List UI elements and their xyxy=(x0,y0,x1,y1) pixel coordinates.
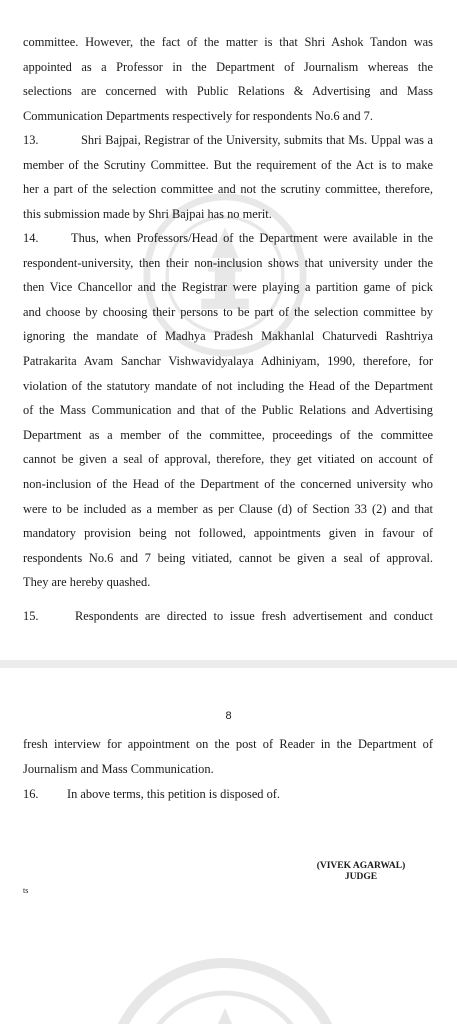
text-line: this submission made by Shri Bajpai has no merit. xyxy=(23,206,272,221)
text-line: ignoring the mandate of Madhya Pradesh Makhanlal Chaturvedi Rashtriya xyxy=(23,329,433,344)
paragraph-15-continued xyxy=(23,732,433,781)
text-line: Communication Departments respectively for respondents No.6 and 7. xyxy=(23,108,373,123)
judge-name: (VIVEK AGARWAL) xyxy=(316,861,406,871)
text-line xyxy=(23,128,433,153)
text-line xyxy=(23,226,433,251)
paragraph-14 xyxy=(23,226,433,595)
court-emblem-watermark xyxy=(100,953,350,1024)
text-line: Journalism and Mass Communication. xyxy=(23,761,214,776)
text-line: respondents No.6 and 7 being vitiated, cannot be given a seal of approval. xyxy=(23,550,433,565)
document-page-2 xyxy=(0,668,457,1024)
text-line: respondent-university, then their non-inclusion shows that university under the xyxy=(23,255,433,270)
text-line: non-inclusion of the Head of the Department of the concerned university who xyxy=(23,476,433,491)
paragraph-number: 16. xyxy=(23,787,39,801)
text-line: violation of the statutory mandate of not including the Head of the Department xyxy=(23,378,433,393)
text-line: Patrakarita Avam Sanchar Vishwavidyalaya Adhiniyam, 1990, therefore, for xyxy=(23,353,433,368)
text-segment: In above terms, this petition is disposed of. xyxy=(67,787,281,801)
text-line: were to be included as a member as per Clause (d) of Section 33 (2) and that xyxy=(23,501,433,516)
text-line: then Vice Chancellor and the Registrar were playing a partition game of pick xyxy=(23,280,433,295)
page-separator xyxy=(0,660,457,668)
text-line: appointed as a Professor in the Department of Journalism whereas the xyxy=(23,59,433,74)
text-line: Department as a member of the committee, proceedings of the committee xyxy=(23,427,433,442)
text-line: selections are concerned with Public Relations & Advertising and Mass xyxy=(23,84,433,99)
text-segment: Thus, when Professors/Head of the Department were available in the xyxy=(71,231,433,245)
judge-title: JUDGE xyxy=(344,872,378,882)
paragraph-12-continued xyxy=(23,30,433,128)
page-number: 8 xyxy=(225,710,232,722)
text-line: of the Mass Communication and that of the Public Relations and Advertising xyxy=(23,403,433,418)
typist-initials: ts xyxy=(23,886,29,895)
paragraph-number: 15. xyxy=(23,609,39,623)
paragraph-number: 13. xyxy=(23,133,39,147)
text-line: committee. However, the fact of the matter is that Shri Ashok Tandon was xyxy=(23,35,433,49)
text-line: member of the Scrutiny Committee. But the requirement of the Act is to make xyxy=(23,157,433,172)
paragraph-16 xyxy=(23,782,433,807)
text-segment: Respondents are directed to issue fresh advertisement and conduct xyxy=(75,609,433,623)
text-line: fresh interview for appointment on the post of Reader in the Department of xyxy=(23,737,433,751)
text-line: her a part of the selection committee and not the scrutiny committee, therefore, xyxy=(23,182,433,197)
text-line: They are hereby quashed. xyxy=(23,575,151,590)
text-line: and choose by choosing their persons to be part of the selection committee by xyxy=(23,304,433,319)
text-line: cannot be given a seal of approval, therefore, they get vitiated on account of xyxy=(23,452,433,467)
paragraph-number: 14. xyxy=(23,231,39,245)
text-line xyxy=(23,782,433,807)
paragraph-15 xyxy=(23,604,433,629)
paragraph-13 xyxy=(23,128,433,226)
text-segment: Shri Bajpai, Registrar of the University, submits that Ms. Uppal was a xyxy=(81,133,433,147)
text-line: mandatory provision being not followed, appointments given in favour of xyxy=(23,526,433,541)
text-line xyxy=(23,604,433,629)
